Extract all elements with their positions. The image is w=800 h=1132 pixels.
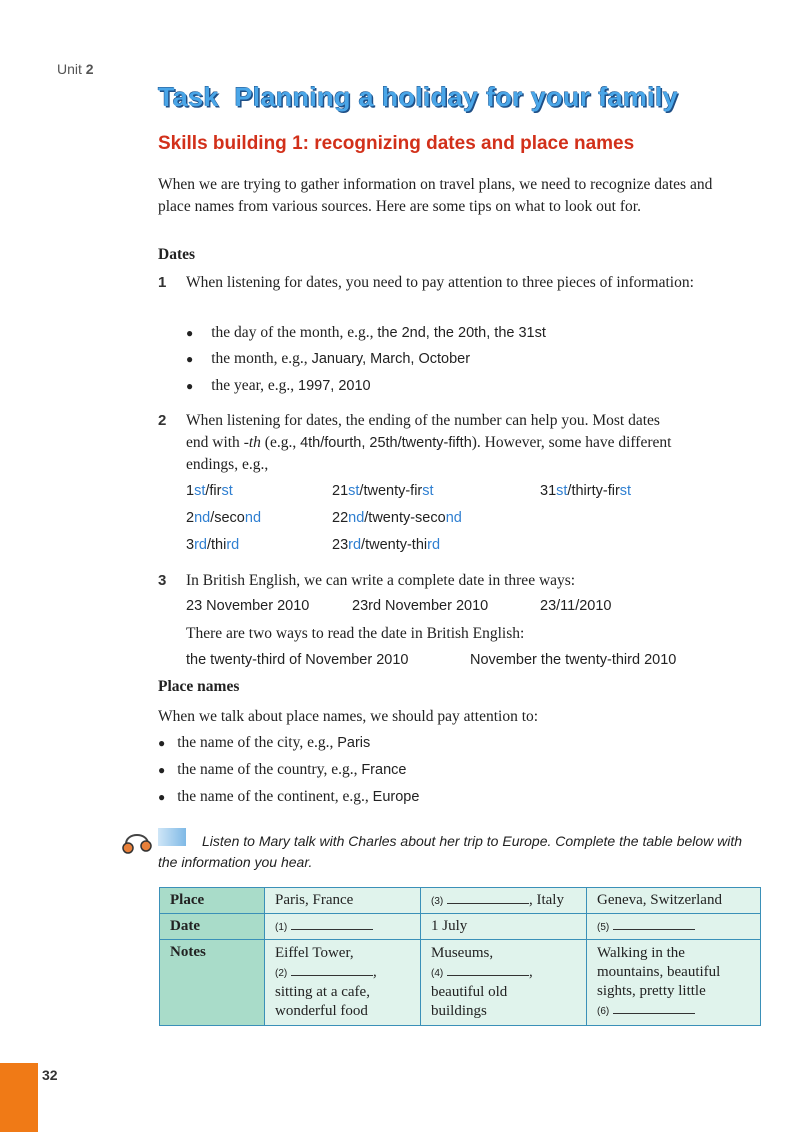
skills-heading: Skills building 1: recognizing dates and place names bbox=[158, 133, 635, 154]
ending-example-21st: 21st/twenty-first bbox=[332, 483, 434, 499]
page-title: Task Planning a holiday for your family bbox=[158, 82, 679, 112]
cell: (1) bbox=[265, 914, 421, 940]
table-row-place bbox=[160, 888, 761, 914]
ending-example-31st: 31st/thirty-first bbox=[540, 483, 632, 499]
cell: (3) , Italy bbox=[421, 888, 587, 914]
table-row-date bbox=[160, 914, 761, 940]
item-1-text: When listening for dates, you need to pay attention to three pieces of information: bbox=[186, 274, 694, 291]
date-format-2: 23rd November 2010 bbox=[352, 598, 489, 614]
date-format-1: 23 November 2010 bbox=[186, 598, 310, 614]
ending-example-2nd: 2nd/second bbox=[186, 510, 262, 526]
ending-example-22nd: 22nd/twenty-second bbox=[332, 510, 462, 526]
bullet-icon: ● bbox=[186, 379, 194, 393]
row-label: Date bbox=[160, 914, 265, 940]
cell: Walking in the mountains, beautiful sights, pretty little (6) bbox=[587, 940, 761, 1026]
answer-blank-6[interactable] bbox=[613, 1003, 695, 1014]
place-bullet-3: ● the name of the continent, e.g., Europe bbox=[158, 788, 420, 805]
answer-blank-1[interactable] bbox=[291, 919, 373, 930]
unit-label bbox=[57, 61, 94, 77]
item-1-number: 1 bbox=[158, 274, 167, 291]
answer-blank-3[interactable] bbox=[447, 893, 529, 904]
date-bullet-1: ● the day of the month, e.g., the 2nd, the 20th, the 31st bbox=[186, 324, 546, 341]
read-date-2: November the twenty-third 2010 bbox=[470, 652, 677, 668]
table-row-notes bbox=[160, 940, 761, 1026]
date-format-3: 23/11/2010 bbox=[540, 598, 612, 614]
answer-blank-5[interactable] bbox=[613, 919, 695, 930]
dates-heading: Dates bbox=[158, 246, 196, 263]
cell: (5) bbox=[587, 914, 761, 940]
read-date-1: the twenty-third of November 2010 bbox=[186, 652, 409, 668]
cell: Museums, (4) , beautiful old buildings bbox=[421, 940, 587, 1026]
date-bullet-2: ● the month, e.g., January, March, October bbox=[186, 350, 471, 367]
unit-prefix: Unit bbox=[57, 61, 82, 77]
bullet-icon: ● bbox=[158, 790, 166, 804]
page-number: 32 bbox=[42, 1067, 58, 1083]
place-names-heading: Place names bbox=[158, 678, 240, 695]
answer-blank-2[interactable] bbox=[291, 965, 373, 976]
page-tab-stripe bbox=[0, 1063, 38, 1132]
answer-blank-4[interactable] bbox=[447, 965, 529, 976]
row-label: Place bbox=[160, 888, 265, 914]
intro-paragraph: When we are trying to gather information on travel plans, we need to recognize dates and place names from various sources. Here are some tips on what to look out for. bbox=[158, 176, 713, 215]
ending-example-1st: 1st/first bbox=[186, 483, 233, 499]
item-2-number: 2 bbox=[158, 412, 167, 429]
place-bullet-1: ● the name of the city, e.g., Paris bbox=[158, 734, 371, 751]
cell: Geneva, Switzerland bbox=[587, 888, 761, 914]
ending-example-3rd: 3rd/third bbox=[186, 537, 240, 553]
cell: Paris, France bbox=[265, 888, 421, 914]
place-bullet-2: ● the name of the country, e.g., France bbox=[158, 761, 407, 778]
cell: Eiffel Tower, (2) , sitting at a cafe, wonderful food bbox=[265, 940, 421, 1026]
listen-instruction: Listen to Mary talk with Charles about her trip to Europe. Complete the table below with the information you hear. bbox=[158, 833, 743, 870]
cell: 1 July bbox=[421, 914, 587, 940]
date-bullet-3: ● the year, e.g., 1997, 2010 bbox=[186, 377, 371, 394]
unit-number: 2 bbox=[85, 61, 94, 77]
read-date-text: There are two ways to read the date in British English: bbox=[186, 625, 525, 642]
bullet-icon: ● bbox=[158, 736, 166, 750]
item-3-number: 3 bbox=[158, 572, 167, 589]
trip-table bbox=[159, 887, 761, 1026]
item-3-text: In British English, we can write a complete date in three ways: bbox=[186, 572, 576, 589]
place-intro: When we talk about place names, we should pay attention to: bbox=[158, 708, 539, 725]
bullet-icon: ● bbox=[158, 763, 166, 777]
headphones-icon bbox=[120, 824, 154, 863]
row-label: Notes bbox=[160, 940, 265, 1026]
ending-example-23rd: 23rd/twenty-third bbox=[332, 537, 441, 553]
item-2-text: When listening for dates, the ending of the number can help you. Most dates end with -th (e.g., 4th/fourth, 25th/twenty-fifth). However, some have different endings, e.g., bbox=[186, 412, 672, 473]
bullet-icon: ● bbox=[186, 326, 194, 340]
bullet-icon: ● bbox=[186, 352, 194, 366]
